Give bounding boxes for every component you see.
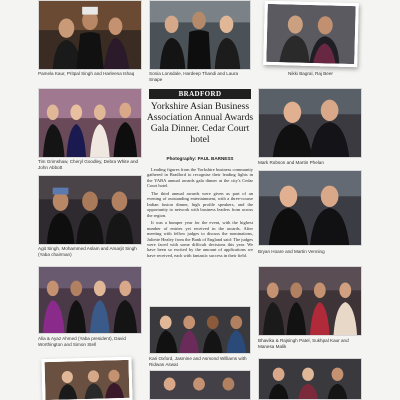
photo-bryan-martin [258,170,362,246]
photo-bottom-left [41,357,132,400]
caption-pamela: Pamela Kaur, Pritpal Singh and Harleena Ishaq [38,71,135,76]
photo-kari-jasmine-asmond-ridwan [149,306,251,354]
article-paragraph: The third annual awards were given as part of an evening of outstanding entertainment, with a three-course Indian fusion dinner, high profile speakers, and the opportunity to network with business leaders from across the region. [147,191,253,218]
caption-nikki: Nikki Bagral, Raj Beer [288,71,333,76]
caption-bhavika: Bhavika & Rajsingh Patel, Sukhpal Kaur and Manesa Malik [258,338,349,349]
caption-alia: Alia & Ayaz Ahmed (Yaba president), David Worthington and Simon Stell [38,336,126,347]
photo-sonia-hardeep-laura [149,0,251,70]
photo-bottom-right [258,358,362,400]
photo-agit-mohammed-amarjit [38,175,142,245]
caption-sonia: Sonia Lonsdale, Hardeep Thandi and Laura Snape [149,71,239,82]
caption-mark: Mark Robson and Martin Phelan [258,160,324,165]
article-headline: Yorkshire Asian Business Association Annual Awards Gala Dinner. Cedar Court hotel [146,101,254,145]
caption-agit: Agit Singh, Mohammed Aslam and Amarjit Singh (Yaba chairman) [38,246,137,257]
photo-tim-cheryl-debra-john [38,88,142,158]
photo-alia-ayaz-david-simon [38,266,142,334]
photo-pamela-pritpal-harleena [38,0,142,70]
photo-nikki-raj [263,1,359,67]
photo-bottom-center [149,370,251,400]
caption-tim: Tim Grimshaw, Cheryl Goodley, Debra White and John Abbott [38,159,139,170]
photography-byline: Photography: PAUL BARNESS [166,156,234,161]
article-paragraph: Leading figures from the Yorkshire business community gathered in Bradford to recognise their leading lights in the YABA annual awards gala dinner at the city's Cedar Court hotel. [147,167,253,189]
caption-kari: Kari Oxford, Jasmine and Asmond Williams with Ridwan Aswat [149,356,247,367]
photo-mark-martin [258,88,362,158]
photo-bhavika-rajsingh-sukhpal-manesa [258,266,362,336]
article-body [147,167,253,261]
section-label-band: BRADFORD [149,89,251,99]
caption-bryan: Bryan Hoare and Martin Venning [258,249,325,254]
article-paragraph: It was a bumper year for the event, with the highest number of entries yet received in the awards. After meeting with fellow judges to discuss the nominations, Juliette Healey from the Bank of England said: The judges were faced with some difficult decisions this year. We have been so excited by the amount of applications we have received, each with fantastic success in their field. [147,220,253,258]
